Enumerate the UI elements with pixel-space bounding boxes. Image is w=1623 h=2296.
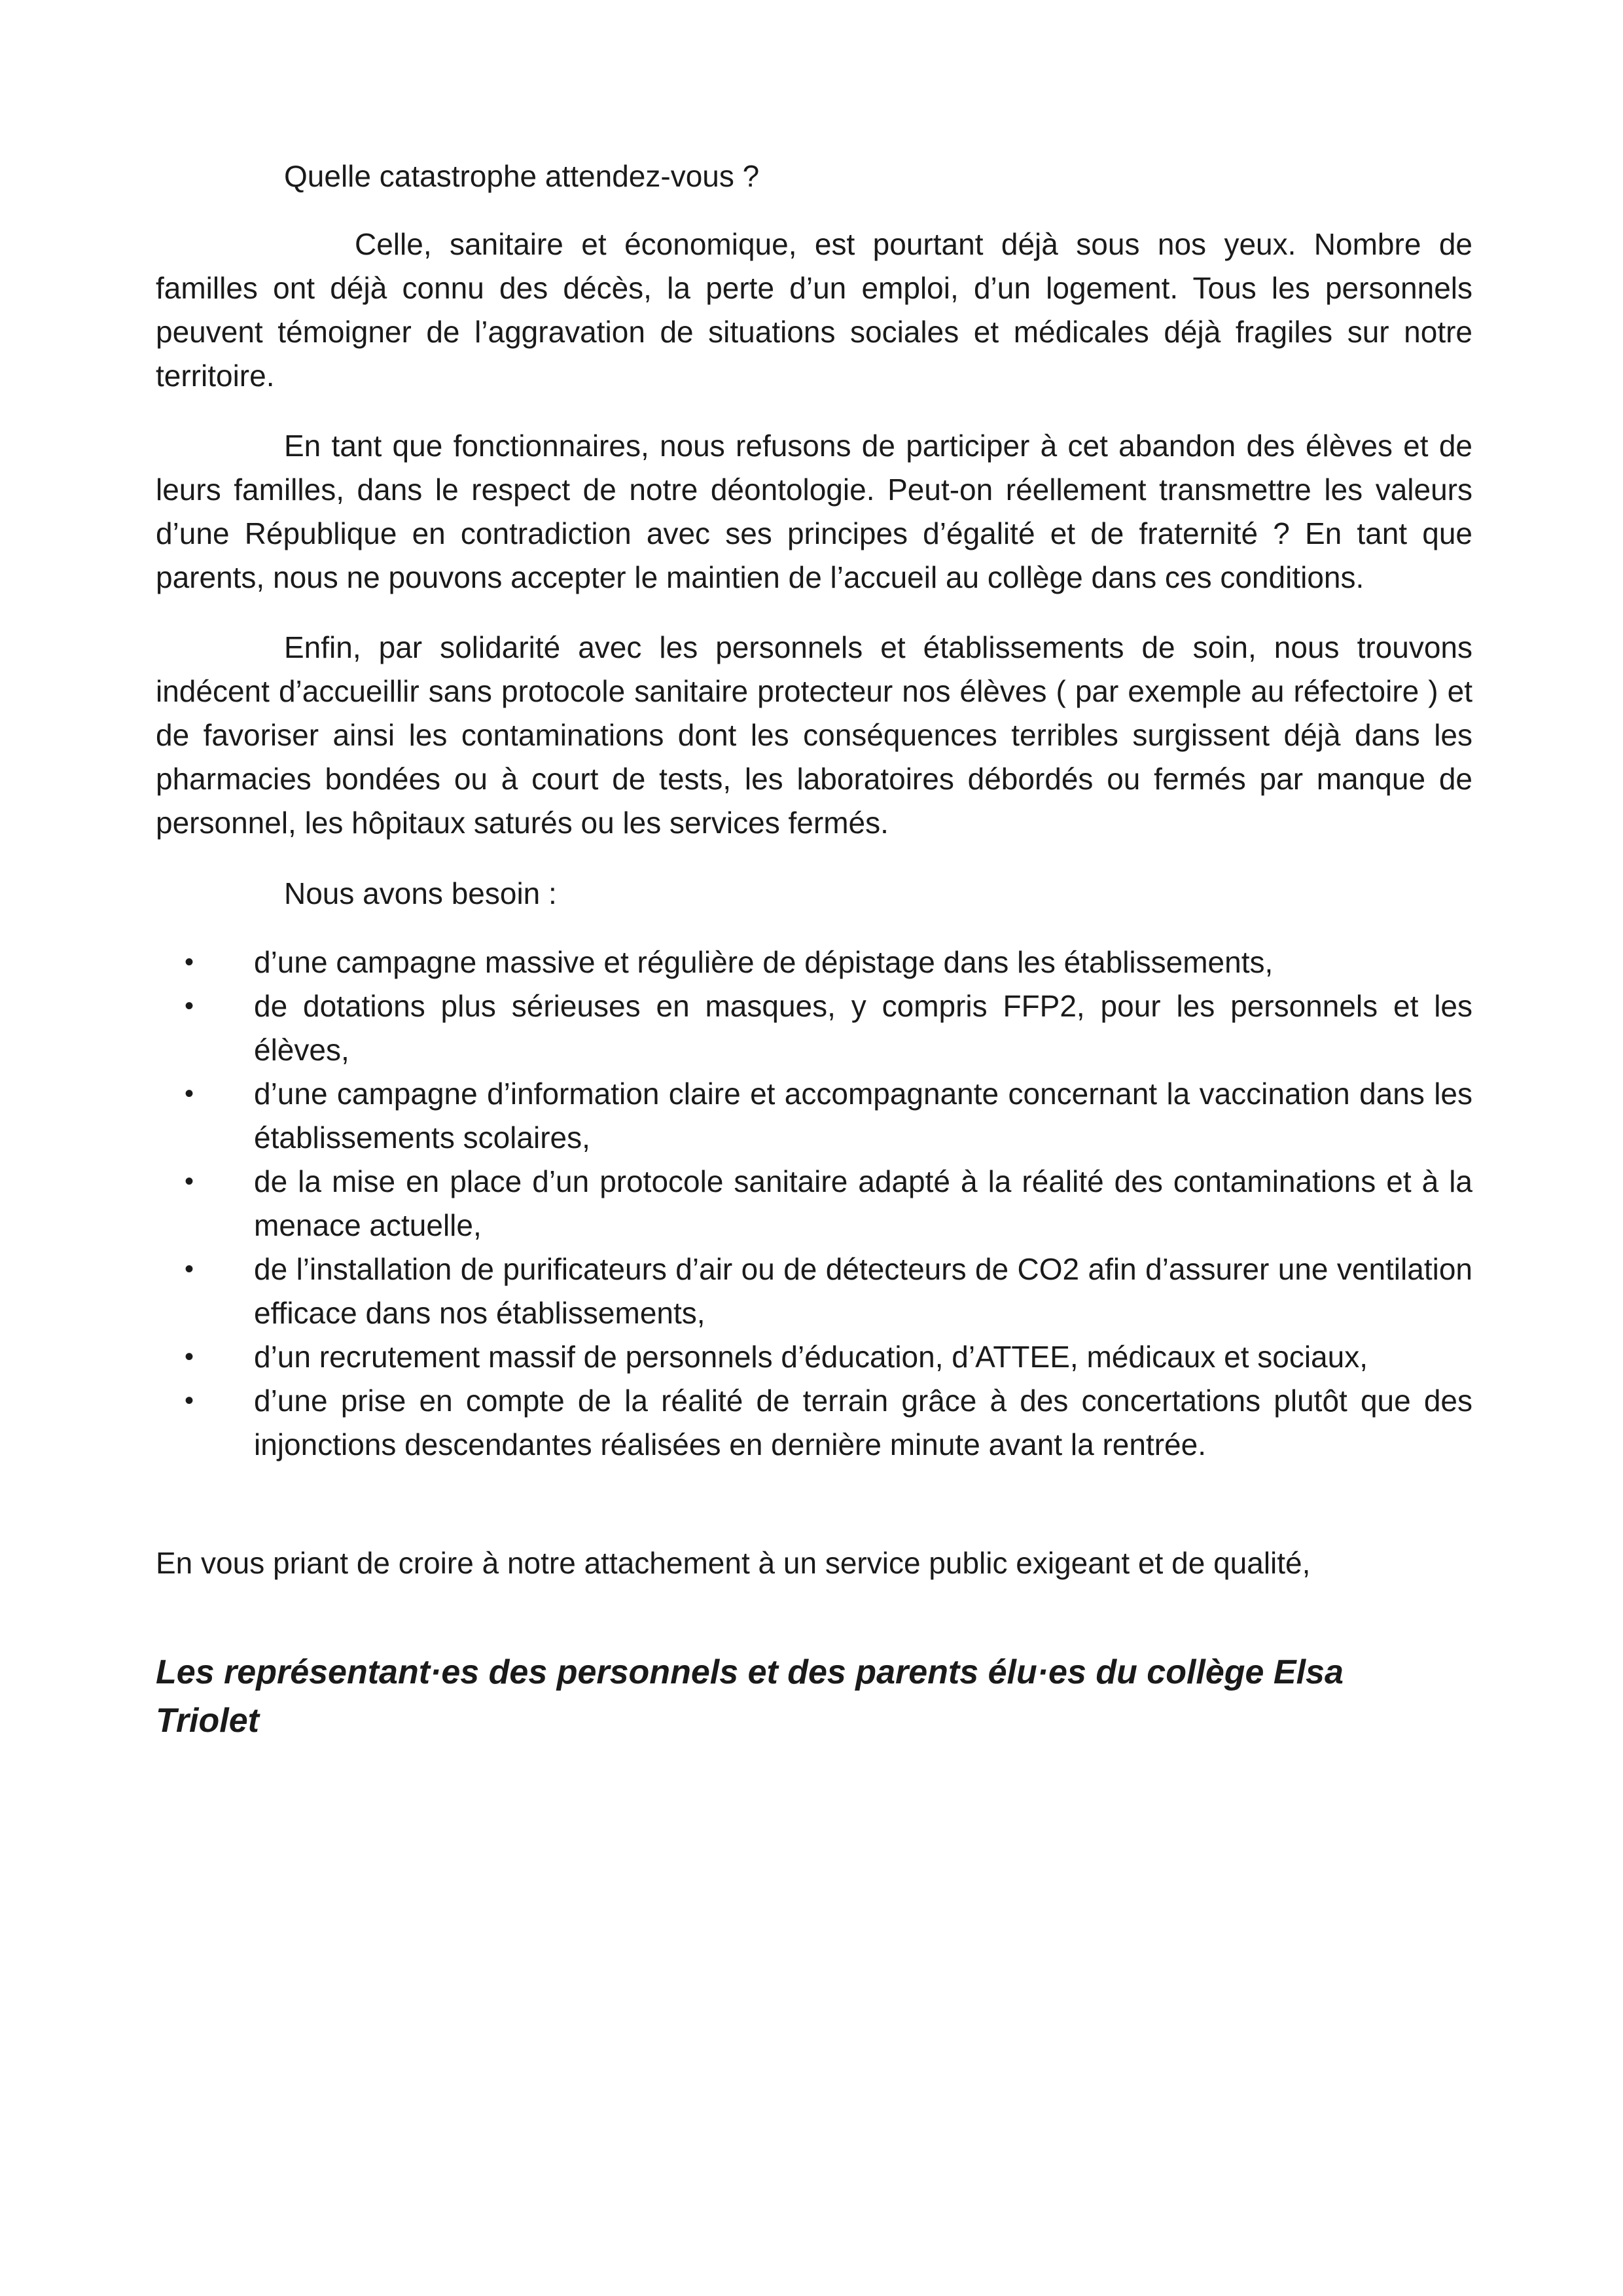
bullet-icon: • — [185, 1167, 194, 1196]
letter-page — [156, 154, 1472, 1779]
opening-question: Quelle catastrophe attendez-vous ? — [284, 159, 760, 193]
need-vaccination-information: d’une campagne d’information claire et accompagnante concernant la vaccination dans les établissements scolaires, — [254, 1077, 1472, 1155]
need-health-protocol: de la mise en place d’un protocole sanitaire adapté à la réalité des contaminations et à la menace actuelle, — [254, 1164, 1472, 1242]
paragraph-health-economic-crisis: Celle, sanitaire et économique, est pourtant déjà sous nos yeux. Nombre de familles ont déjà connu des décès, la perte d’un emploi, d’un logement. Tous les personnels peuvent témoigner de l’aggravation de situations sociales et médicales déjà fragiles sur notre territoire. — [156, 227, 1472, 393]
needs-list — [156, 941, 1472, 1467]
needs-intro: Nous avons besoin : — [284, 876, 557, 910]
closing-sentence: En vous priant de croire à notre attachement à un service public exigeant et de qualité, — [156, 1546, 1311, 1580]
bullet-icon: • — [185, 1255, 194, 1283]
need-field-consultation: d’une prise en compte de la réalité de terrain grâce à des concertations plutôt que des injonctions descendantes réalisées en dernière minute avant la rentrée. — [254, 1384, 1472, 1462]
need-masks: de dotations plus sérieuses en masques, y compris FFP2, pour les personnels et les élèves, — [254, 989, 1472, 1067]
list-item — [156, 1160, 1472, 1247]
need-testing-campaign: d’une campagne massive et régulière de dépistage dans les établissements, — [254, 945, 1274, 979]
bullet-icon: • — [185, 1079, 194, 1108]
paragraph-solidarity-care-staff: Enfin, par solidarité avec les personnels et établissements de soin, nous trouvons indécent d’accueillir sans protocole sanitaire protecteur nos élèves ( par exemple au réfectoire ) et de favoriser ainsi les contaminations dont les conséquences terribles surgissent déjà dans les pharmacies bondées ou à court de tests, les laboratoires débordés ou fermés par manque de personnel, les hôpitaux saturés ou les services fermés. — [156, 630, 1472, 840]
bullet-icon: • — [185, 948, 194, 977]
bullet-icon: • — [185, 1342, 194, 1371]
need-staff-recruitment: d’un recrutement massif de personnels d’éducation, d’ATTEE, médicaux et sociaux, — [254, 1340, 1368, 1374]
need-air-purifiers: de l’installation de purificateurs d’air ou de détecteurs de CO2 afin d’assurer une ventilation efficace dans nos établissements, — [254, 1252, 1472, 1330]
list-item — [156, 1335, 1472, 1379]
list-item — [156, 1379, 1472, 1467]
bullet-icon: • — [185, 1386, 194, 1415]
paragraph-civil-servants-refusal: En tant que fonctionnaires, nous refusons de participer à cet abandon des élèves et de leurs familles, dans le respect de notre déontologie. Peut-on réellement transmettre les valeurs d’une République en contradiction avec ses principes d’égalité et de fraternité ? En tant que parents, nous ne pouvons accepter le maintien de l’accueil au collège dans ces conditions. — [156, 429, 1472, 594]
list-item — [156, 941, 1472, 984]
bullet-icon: • — [185, 992, 194, 1020]
list-item — [156, 984, 1472, 1072]
list-item — [156, 1072, 1472, 1160]
signature: Les représentant·es des personnels et des parents élu·es du collège Elsa Triolet — [156, 1653, 1344, 1740]
list-item — [156, 1247, 1472, 1335]
